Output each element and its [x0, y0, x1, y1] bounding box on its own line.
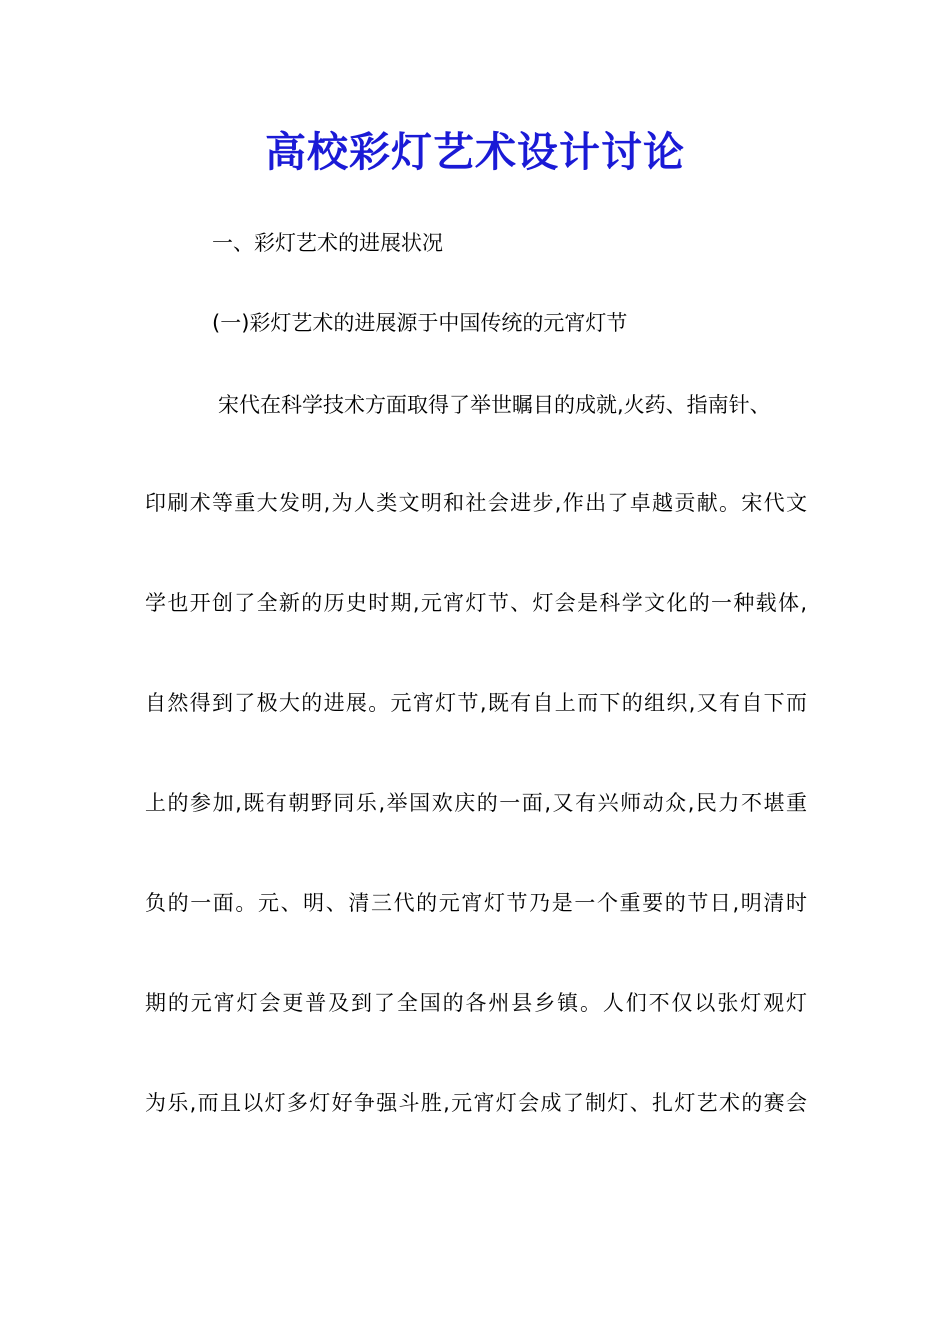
paragraph-line: 期的元宵灯会更普及到了全国的各州县乡镇。人们不仅以张灯观灯 — [145, 991, 807, 1015]
paragraph-line: 自然得到了极大的进展。元宵灯节,既有自上而下的组织,又有自下而 — [145, 691, 807, 715]
paragraph-line: 宋代在科学技术方面取得了举世瞩目的成就,火药、指南针、 — [218, 393, 771, 417]
paragraph-line: 为乐,而且以灯多灯好争强斗胜,元宵灯会成了制灯、扎灯艺术的赛会 — [145, 1091, 807, 1115]
paragraph-line: 印刷术等重大发明,为人类文明和社会进步,作出了卓越贡献。宋代文 — [145, 491, 807, 515]
section-heading: 一、彩灯艺术的进展状况 — [212, 231, 443, 255]
subsection-heading: (一)彩灯艺术的进展源于中国传统的元宵灯节 — [212, 311, 628, 335]
paragraph-line: 学也开创了全新的历史时期,元宵灯节、灯会是科学文化的一种载体, — [145, 591, 807, 615]
document-title: 高校彩灯艺术设计讨论 — [265, 128, 685, 176]
paragraph-line: 负的一面。元、明、清三代的元宵灯节乃是一个重要的节日,明清时 — [145, 891, 807, 915]
paragraph-line: 上的参加,既有朝野同乐,举国欢庆的一面,又有兴师动众,民力不堪重 — [145, 791, 807, 815]
